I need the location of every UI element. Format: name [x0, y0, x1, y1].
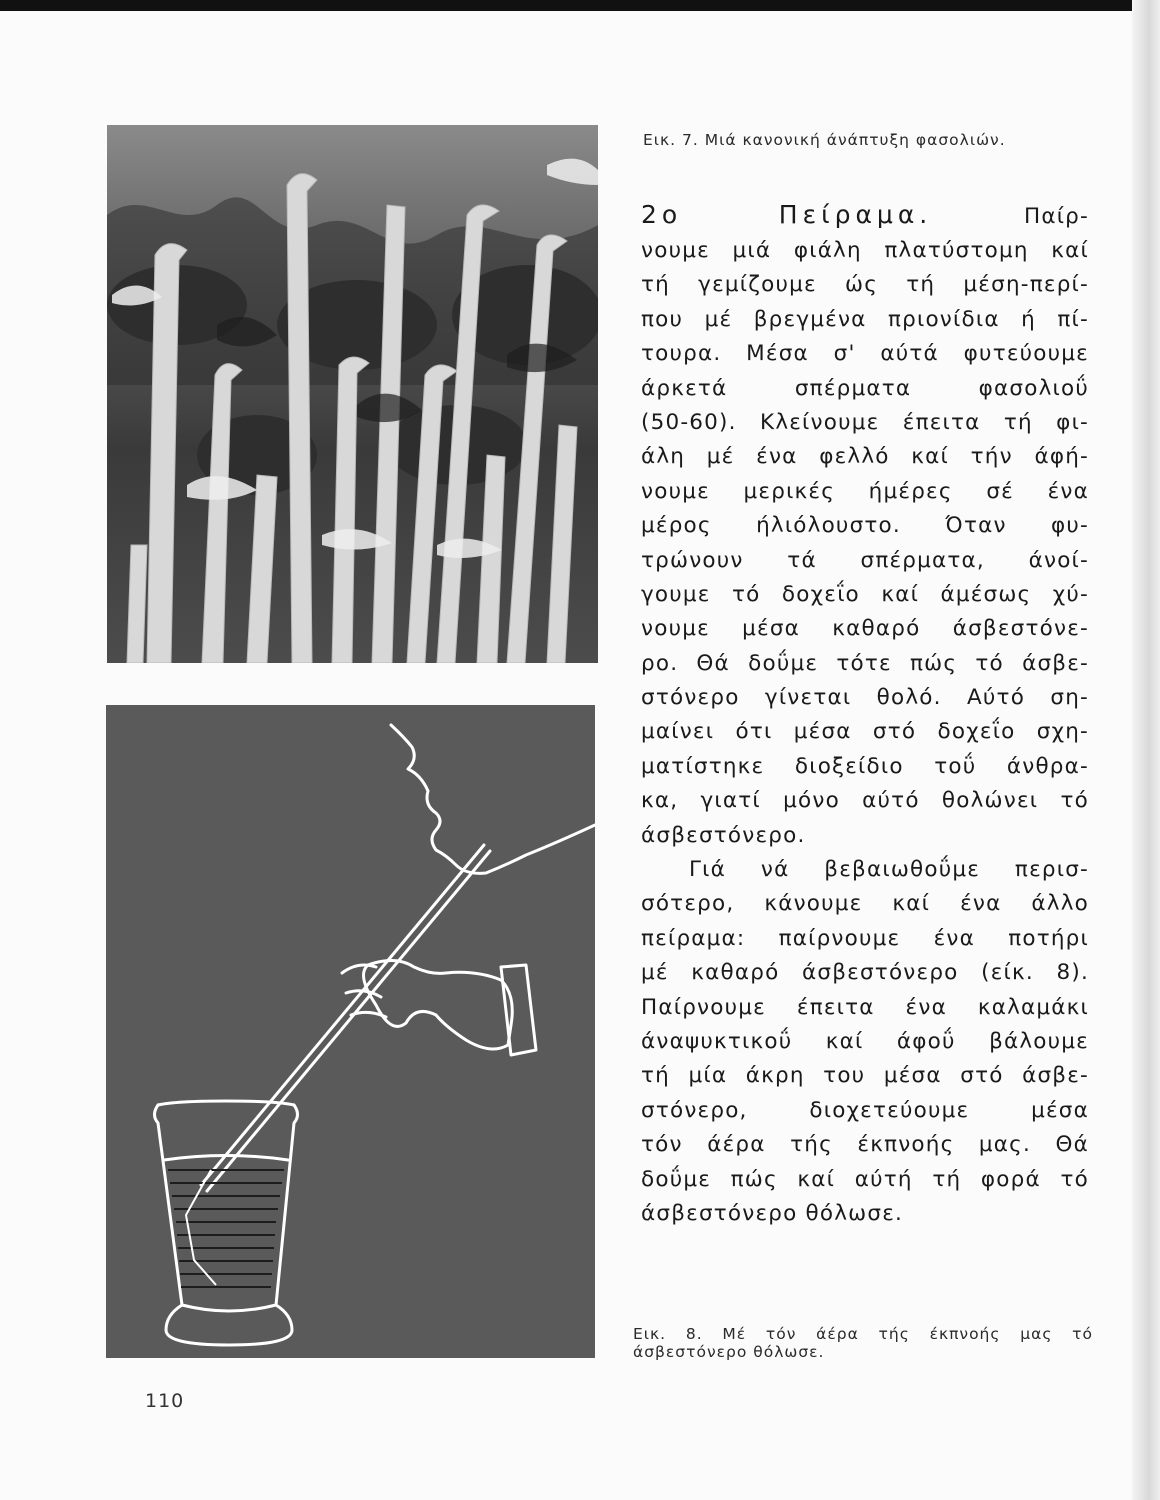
- text-line: άναψυκτικοΰ καί άφοΰ βάλουμε: [641, 1028, 1089, 1054]
- text-line: Παίρνουμε έπειτα ένα καλαμάκι: [641, 994, 1089, 1020]
- text-line: άλη μέ ένα φελλό καί τήν άφή-: [641, 444, 1089, 470]
- text-line: ρο. Θά δοΰμε τότε πώς τό άσβε-: [641, 650, 1089, 676]
- scan-binding-shadow: [1132, 0, 1160, 1500]
- text-line: τουρα. Μέσα σ' αύτά φυτεύουμε: [641, 341, 1089, 367]
- text-line: μαίνει ότι μέσα στό δοχεΐο σχη-: [641, 719, 1089, 745]
- page-number: 110: [145, 1390, 185, 1412]
- text-line: (50-60). Κλείνουμε έπειτα τή φι-: [641, 409, 1089, 435]
- text-line: τρώνουν τά σπέρματα, άνοί-: [641, 547, 1089, 573]
- text-line: σότερο, κάνουμε καί ένα άλλο: [641, 891, 1089, 917]
- caption-line: άσβεστόνερο θόλωσε.: [633, 1343, 825, 1361]
- text-line: νουμε μερικές ήμέρες σέ ένα: [641, 478, 1089, 504]
- heading-line: [641, 196, 1089, 234]
- text-line: γουμε τό δοχεΐο καί άμέσως χύ-: [641, 581, 1089, 607]
- text-line: άσβεστόνερο.: [641, 822, 806, 848]
- text-line: νουμε μιά φιάλη πλατύστομη καί: [641, 238, 1089, 263]
- text-line: μέ καθαρό άσβεστόνερο (είκ. 8).: [641, 960, 1089, 986]
- text-line: που μέ βρεγμένα πριονίδια ή πί-: [641, 306, 1089, 332]
- caption-line: Εικ. 8. Μέ τόν άέρα τής έκπνοής μας τό: [633, 1325, 1093, 1343]
- text-line: Παίρ-: [1023, 204, 1089, 229]
- text-line: Γιά νά βεβαιωθοΰμε περισ-: [689, 857, 1089, 883]
- text-line: τή μία άκρη του μέσα στό άσβε-: [641, 1063, 1089, 1089]
- text-line: άσβεστόνερο θόλωσε.: [641, 1200, 904, 1226]
- text-line: πείραμα: παίρνουμε ένα ποτήρι: [641, 925, 1089, 951]
- experiment-heading: 2ο Πείραμα.: [641, 200, 933, 229]
- text-line: στόνερο γίνεται θολό. Αύτό ση-: [641, 685, 1089, 711]
- figure-8-straw-glass-drawing: [106, 705, 595, 1358]
- experiment-text: [641, 196, 1089, 1231]
- figure-7-caption: Εικ. 7. Μιά κανονική άνάπτυξη φασολιών.: [643, 131, 1006, 149]
- figure-8-caption: [633, 1325, 1093, 1361]
- scan-top-edge: [0, 0, 1160, 11]
- text-line: τόν άέρα τής έκπνοής μας. Θά: [641, 1132, 1089, 1158]
- text-line: στόνερο, διοχετεύουμε μέσα: [641, 1097, 1089, 1123]
- text-line: κα, γιατί μόνο αύτό θολώνει τό: [641, 788, 1089, 814]
- text-line: νουμε μέσα καθαρό άσβεστόνε-: [641, 616, 1089, 642]
- text-line: τή γεμίζουμε ώς τή μέση-περί-: [641, 272, 1089, 298]
- text-line: δοΰμε πώς καί αύτή τή φορά τό: [641, 1166, 1089, 1192]
- text-line: μέρος ήλιόλουστο. Όταν φυ-: [641, 513, 1089, 539]
- text-line: ματίστηκε διοξείδιο τοΰ άνθρα-: [641, 753, 1089, 779]
- text-line: άρκετά σπέρματα φασολιοΰ: [641, 375, 1089, 401]
- figure-7-bean-plants-photo: [107, 125, 598, 663]
